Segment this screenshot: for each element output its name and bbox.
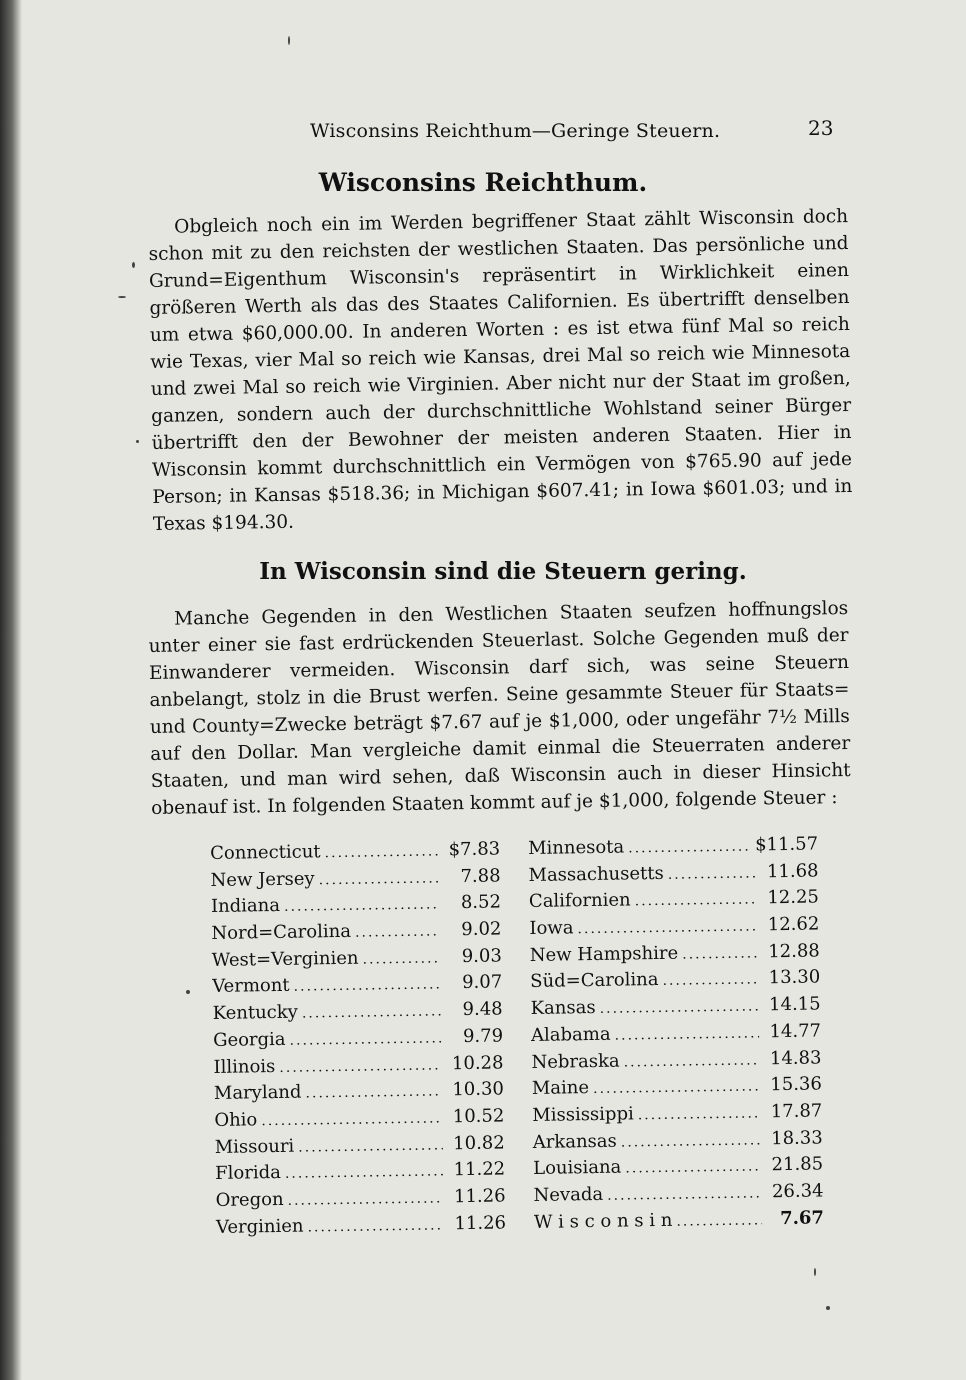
- tax-row-state: Florida: [215, 1162, 282, 1185]
- dot-leader: [676, 1212, 762, 1229]
- dot-leader: [625, 1159, 761, 1177]
- dot-leader: [362, 950, 440, 967]
- dot-leader: [593, 1079, 760, 1098]
- dot-leader: [628, 839, 751, 857]
- tax-row-value: 21.85: [771, 1153, 824, 1176]
- dot-leader: [577, 918, 757, 937]
- tax-row: [216, 1212, 506, 1243]
- tax-row-value: 7.67: [779, 1207, 825, 1229]
- scan-speck: [288, 36, 290, 45]
- dot-leader: [607, 1185, 762, 1203]
- dot-leader: [355, 923, 440, 940]
- section-heading-wealth: Wisconsins Reichthum.: [318, 168, 648, 197]
- tax-row-state: West=Verginien: [211, 947, 359, 971]
- tax-row-value: 9.03: [461, 945, 502, 967]
- tax-row-value: 9.02: [461, 918, 502, 941]
- tax-row-value: 10.30: [452, 1078, 505, 1101]
- tax-row-value: 9.79: [462, 1025, 504, 1047]
- tax-row-value: 11.68: [766, 860, 819, 882]
- tax-row-state: Mississippi: [532, 1103, 634, 1126]
- tax-row-state: Nord=Carolina: [211, 920, 352, 945]
- dot-leader: [284, 897, 439, 915]
- dot-leader: [307, 1217, 444, 1235]
- dot-leader: [279, 1057, 441, 1076]
- tax-row-state: Minnesota: [527, 836, 625, 860]
- dot-leader: [261, 1110, 442, 1129]
- dot-leader: [298, 1137, 443, 1155]
- tax-row-state: Kansas: [530, 997, 596, 1020]
- tax-row-state: Georgia: [212, 1028, 286, 1051]
- tax-row-value: 12.62: [767, 913, 820, 936]
- dot-leader: [287, 1190, 443, 1208]
- scan-speck: [118, 296, 126, 298]
- tax-row-value: 14.83: [769, 1046, 822, 1069]
- scan-speck: [136, 440, 139, 443]
- paragraph-wealth: Obgleich noch ein im Werden begriffener Staat zählt Wisconsin doch schon mit zu den reichsten der westlichen Staaten. Das persönliche und Grund=Eigenthum Wisconsin's repräsentirt in Wirklichkeit einen größeren Werth als das des Staates Californien. Es übertrifft denselben um etwa $60,000.00. In anderen Worten : es ist etwa fünf Mal so reich wie Texas, vier Mal so reich wie Kansas, drei Mal so reich wie Minnesota und zwei Mal so reich wie Virginien. Aber nicht nur der Staat im großen, ganzen, sondern auch der durchschnittliche Wohlstand seiner Bürger übertrifft den der Bewohner der meisten anderen Staaten. Hier in Wisconsin kommt durchschnittlich ein Vermögen von $765.90 auf jede Person; in Kansas $518.36; in Michigan $607.41; in Iowa $601.03; und in Texas $194.30.: [148, 206, 853, 535]
- tax-row-state: Verginien: [215, 1215, 304, 1238]
- tax-row-value: 7.88: [460, 865, 501, 887]
- tax-table-right-column: [528, 833, 824, 1238]
- tax-row-state: Nebraska: [531, 1050, 620, 1073]
- page-binding-edge: [0, 0, 22, 1380]
- tax-row-state: Maryland: [213, 1081, 302, 1105]
- tax-row-state: Maine: [531, 1077, 590, 1100]
- dot-leader: [289, 1030, 441, 1048]
- dot-leader: [324, 843, 438, 861]
- tax-row-state: Californien: [528, 889, 631, 913]
- tax-row-value: 10.28: [451, 1051, 504, 1074]
- tax-row-state: Oregon: [215, 1188, 284, 1211]
- dot-leader: [621, 1132, 761, 1150]
- section-heading-taxes: In Wisconsin sind die Steuern gering.: [259, 558, 747, 585]
- dot-leader: [319, 870, 439, 888]
- tax-row-state: Nevada: [533, 1183, 604, 1206]
- tax-row-state: Kentucky: [212, 1001, 299, 1025]
- tax-row: [534, 1207, 824, 1238]
- tax-row-state: New Hampshire: [529, 942, 679, 966]
- tax-table-left-column: [210, 838, 506, 1243]
- dot-leader: [635, 892, 758, 910]
- tax-row-state: Arkansas: [532, 1130, 617, 1153]
- scan-speck: [826, 1306, 830, 1310]
- running-head: Wisconsins Reichthum—Geringe Steuern.: [310, 120, 721, 142]
- tax-row-state: Massachusetts: [528, 862, 664, 886]
- tax-row-value: $11.57: [754, 833, 819, 856]
- dot-leader: [682, 945, 758, 962]
- tax-row-state: Indiana: [210, 895, 281, 918]
- dot-leader: [662, 972, 758, 990]
- tax-row-value: 11.26: [454, 1212, 507, 1234]
- tax-row-state: Connecticut: [210, 841, 321, 864]
- tax-row-state: Alabama: [530, 1023, 611, 1046]
- tax-row-value: 11.26: [453, 1185, 506, 1208]
- tax-row-value: 9.48: [462, 998, 503, 1021]
- tax-row-value: 14.77: [769, 1020, 822, 1043]
- tax-row-value: 12.88: [768, 940, 820, 962]
- tax-row-value: 26.34: [771, 1180, 824, 1203]
- tax-row-value: 12.25: [767, 886, 820, 909]
- tax-row-state: Vermont: [212, 975, 290, 998]
- dot-leader: [285, 1164, 444, 1182]
- dot-leader: [293, 977, 440, 995]
- tax-row-state: Louisiana: [532, 1156, 622, 1180]
- tax-row-value: 13.30: [768, 966, 821, 989]
- tax-row-value: 11.22: [453, 1158, 506, 1181]
- tax-rate-table: [210, 833, 825, 1243]
- dot-leader: [638, 1105, 761, 1123]
- tax-row-value: 18.33: [771, 1126, 823, 1149]
- dot-leader: [305, 1084, 442, 1102]
- tax-row-state: Süd=Carolina: [530, 969, 659, 993]
- dot-leader: [614, 1025, 759, 1043]
- dot-leader: [600, 999, 759, 1017]
- tax-row-value: $7.83: [448, 838, 501, 861]
- tax-row-value: 10.52: [452, 1105, 505, 1128]
- tax-row-state: New Jersey: [210, 868, 315, 891]
- tax-row-value: 14.15: [768, 993, 821, 1016]
- scan-speck: [814, 1268, 816, 1276]
- tax-row-value: 10.82: [453, 1131, 505, 1154]
- paragraph-taxes: Manche Gegenden in den Westlichen Staaten seufzen hoffnungslos unter einer sie fast erdrückenden Steuerlast. Solche Gegenden muß der Einwanderer vermeiden. Wisconsin darf sich, was seine Steuern anbelangt, stolz in die Brust werfen. Seine gesammte Steuer für Staats= und County=Zwecke beträgt $7.67 auf je $1,000, oder ungefähr 7½ Mills auf den Dollar. Man vergleiche damit einmal die Steuerraten anderer Staaten, und man wird sehen, daß Wisconsin auch in dieser Hinsicht obenauf ist. In folgenden Staaten kommt auf je $1,000, folgende Steuer :: [148, 598, 851, 819]
- tax-row-state: W i s c o n s i n: [533, 1209, 673, 1233]
- scan-speck: [132, 262, 135, 268]
- tax-row-state: Illinois: [213, 1055, 276, 1078]
- scan-speck: [186, 990, 190, 994]
- tax-row-value: 9.07: [461, 971, 503, 994]
- tax-row-state: Missouri: [214, 1135, 295, 1158]
- dot-leader: [668, 865, 757, 882]
- dot-leader: [302, 1004, 441, 1022]
- tax-row-state: Iowa: [529, 917, 574, 940]
- tax-row-value: 8.52: [460, 891, 502, 914]
- tax-row-value: 17.87: [770, 1100, 823, 1123]
- page-number: 23: [808, 116, 834, 140]
- tax-row-state: Ohio: [214, 1109, 258, 1131]
- tax-row-value: 15.36: [770, 1073, 823, 1096]
- dot-leader: [624, 1052, 760, 1070]
